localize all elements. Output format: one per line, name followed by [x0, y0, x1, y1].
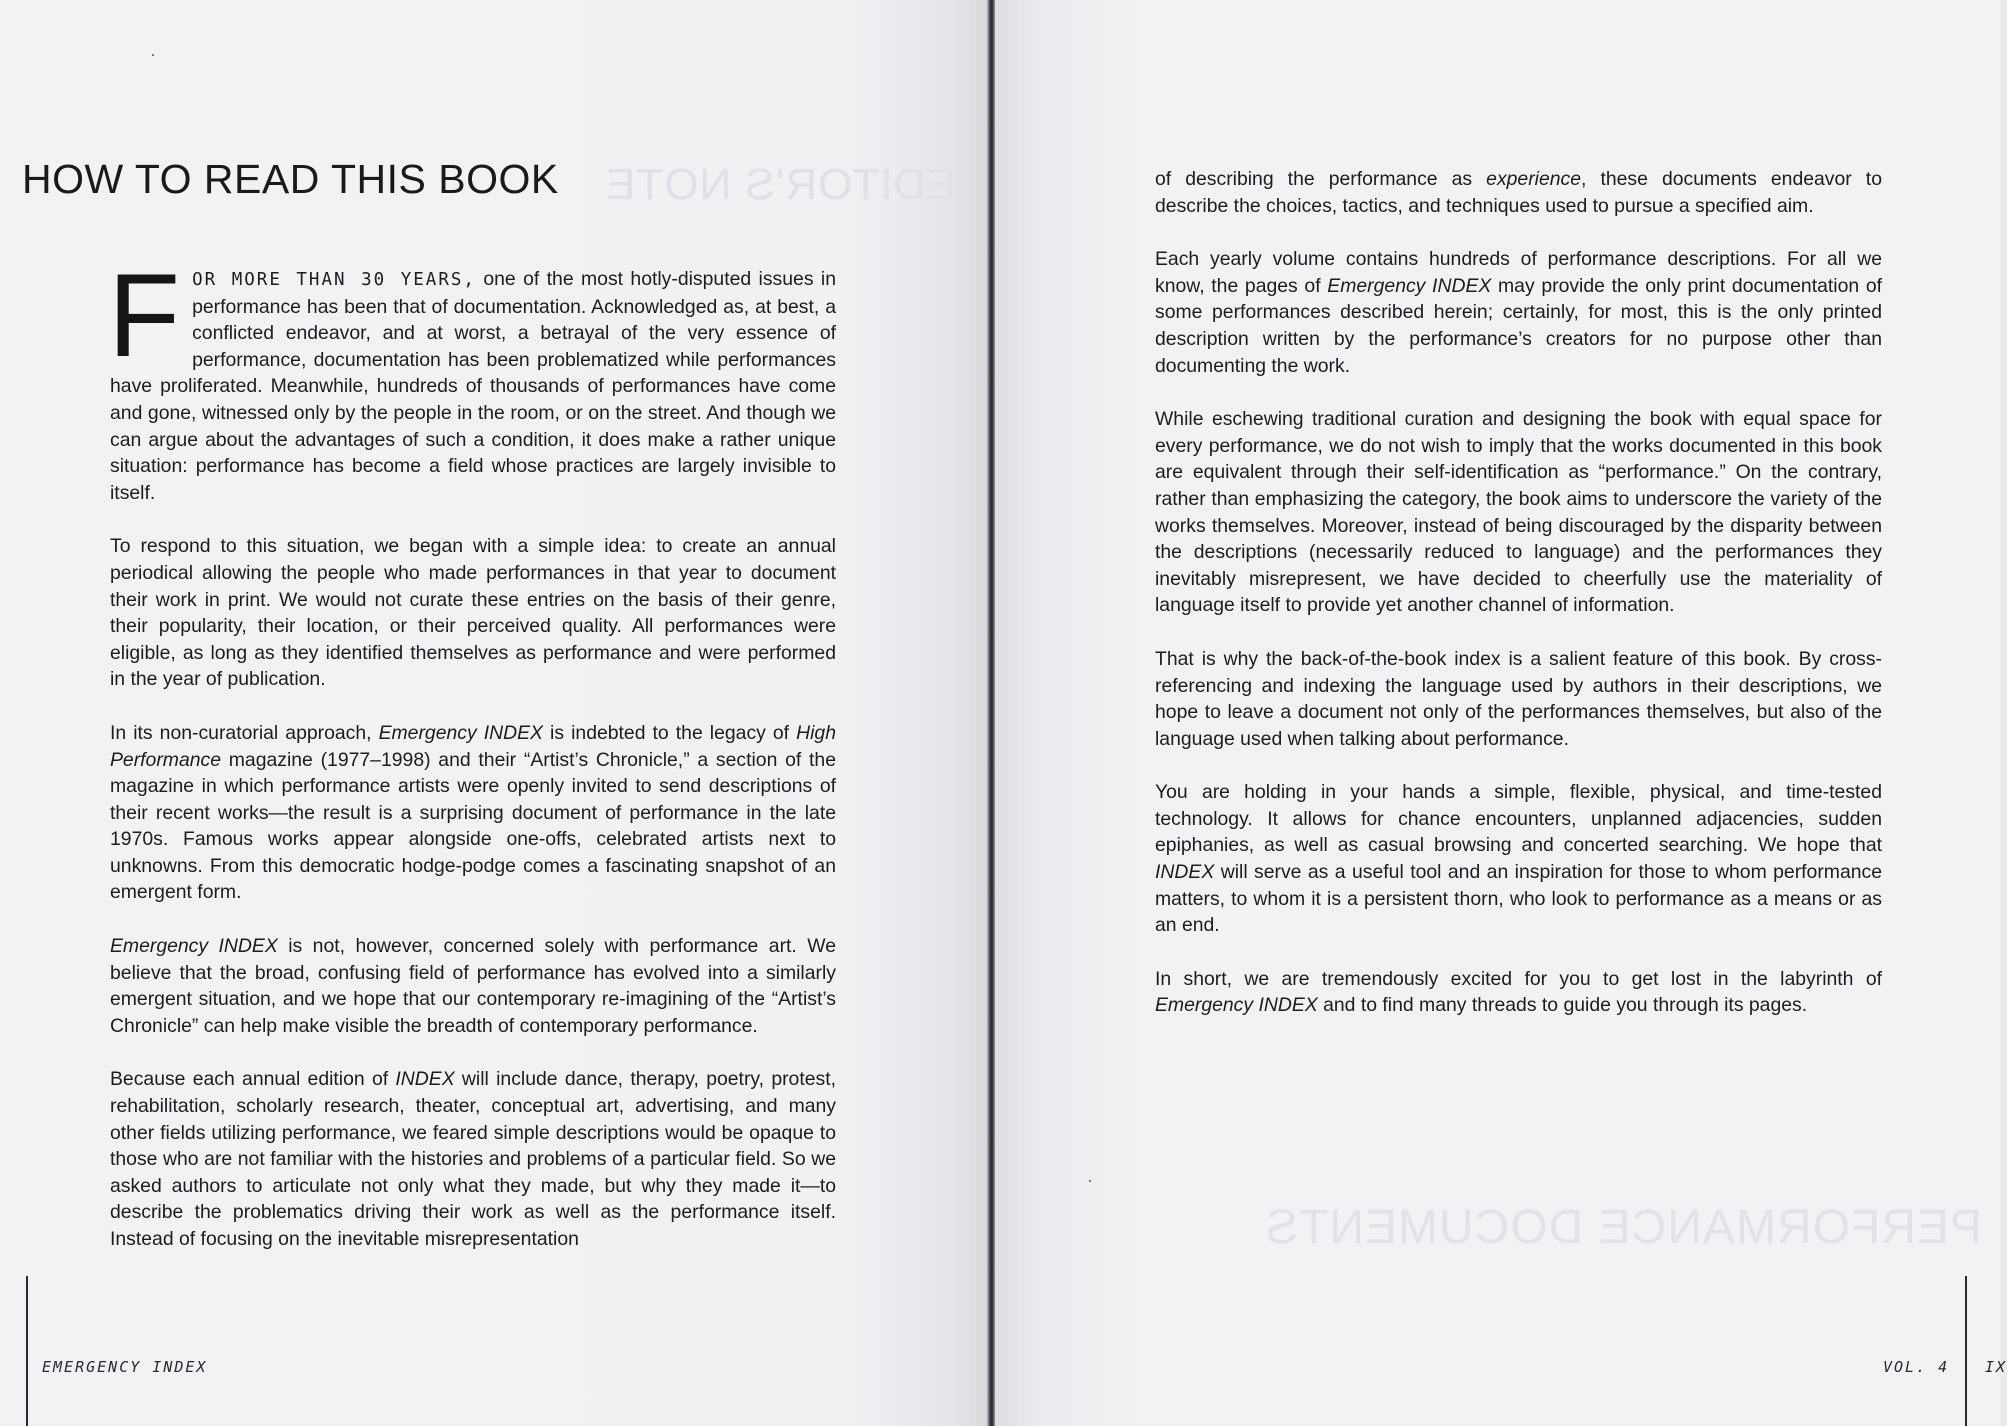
left-page: [0, 0, 990, 1426]
page-title: HOW TO READ THIS BOOK: [22, 156, 559, 202]
paragraph: That is why the back-of-the-book index is a salient feature of this book. By cross-referencing and indexing the language used by authors in their descriptions, we hope to leave a document not only of the performances themselves, but also of the language used when talking about performance.: [1155, 647, 1882, 750]
page-number: IX: [1985, 1358, 2007, 1376]
text-run: will serve as a useful tool and an inspiration for those to whom performance matters, to whom it is a persistent thorn, who look to performance as a means or as an end.: [1155, 861, 1882, 937]
footer-rule: [26, 1276, 28, 1426]
drop-cap: F: [108, 250, 181, 382]
italic-title: Emergency INDEX: [1155, 994, 1318, 1017]
paragraph: While eschewing traditional curation and designing the book with equal space for every performance, we do not wish to imply that the works documented in this book are equivalent through their self-identification as “performance.” On the contrary, rather than emphasizing the category, the book aims to underscore the variety of the works themselves. Moreover, instead of being discouraged by the disparity between the descriptions (necessarily reduced to language) and the performances they inevitably misrepresent, we have decided to cheerfully use the materiality of language itself to provide yet another channel of information.: [1155, 408, 1882, 617]
text-run: of describing the performance as: [1155, 168, 1487, 190]
italic-title: Emergency INDEX: [110, 935, 278, 958]
text-run: is indebted to the legacy of: [542, 721, 797, 744]
right-text-column: [1155, 166, 1882, 1046]
paper-speck: [1089, 1180, 1091, 1182]
text-run: magazine (1977–1998) and their “Artist’s Chronicle,” a section of the magazine in which performance artists were openly invited to send descriptions of their recent works—the result is a surprising document of performance in the late 1970s. Famous works appear alongside one-offs, celebrated artists next to unknowns. From this democratic hodge-podge comes a fascinating snapshot of an emergent form.: [110, 748, 836, 904]
text-run: and to find many threads to guide you through its pages.: [1317, 994, 1808, 1017]
text-run: Each yearly volume contains hundreds of performance descriptions. For all we know, the pages of: [1155, 248, 1882, 297]
text-run: You are holding in your hands a simple, flexible, physical, and time-tested technology. It allows for chance encounters, unplanned adjacencies, sudden epiphanies, as well as casual browsing and concerted searching. We hope that: [1155, 781, 1882, 857]
paragraph: [1155, 246, 1882, 379]
text-run: Because each annual edition of: [110, 1068, 396, 1091]
text-run: will include dance, therapy, poetry, protest, rehabilitation, scholarly research, theater, conceptual art, advertising, and many other fields utilizing performance, we feared simple descriptions would be opaque to those who are not familiar with the histories and problems of a particular field. So we asked authors to articulate not only what they made, but why they made it—to describe the problematics driving their work as well as the performance itself. Instead of focusing on the inevitable misrepresentation: [110, 1068, 836, 1250]
left-text-column: [108, 250, 837, 1280]
italic-title: Emergency INDEX: [378, 721, 543, 744]
show-through-text: PERFORMANCE DOCUMENTS: [1265, 1201, 1983, 1254]
paper-speck: [152, 54, 154, 56]
running-footer: EMERGENCY INDEX: [42, 1358, 208, 1376]
italic-title: Emergency INDEX: [1327, 274, 1492, 297]
text-run: In its non-curatorial approach,: [110, 721, 379, 744]
footer-rule: [1965, 1276, 1967, 1426]
show-through-text: EDITOR'S NOTE: [605, 160, 956, 209]
paragraph-text: one of the most hotly-disputed issues in performance has been that of documentation. Acknowledged as, at best, a conflicted endeavor, and at worst, a betrayal of the very essence of performance, documentation has been problematized while performances have proliferated. Meanwhile, hundreds of thousands of performances have come and gone, witnessed only by the people in the room, or on the street. And though we can argue about the advantages of such a condition, it does make a rather unique situation: performance has become a field whose practices are largely invisible to itself.: [110, 268, 836, 504]
lead-in-smallcaps: OR MORE THAN 30 YEARS,: [192, 270, 476, 290]
paragraph: [1155, 166, 1882, 219]
italic-title: INDEX: [1155, 861, 1215, 884]
text-run: In short, we are tremendously excited for you to get lost in the labyrinth of: [1155, 967, 1882, 990]
italic-word: experience: [1486, 168, 1582, 190]
paragraph: [108, 250, 836, 506]
paragraph: [110, 1066, 836, 1252]
paragraph: To respond to this situation, we began with a simple idea: to create an annual periodical allowing the people who made performances in that year to document their work in print. We would not curate these entries on the basis of their genre, their popularity, their location, or their perceived quality. All performances were eligible, as long as they identified themselves as performance and were performed in the year of publication.: [110, 535, 836, 691]
italic-title: INDEX: [395, 1068, 455, 1091]
text-run: , these documents endeavor to describe the choices, tactics, and techniques used to pursue a specified aim.: [1155, 168, 1882, 217]
paragraph: [1155, 779, 1882, 939]
text-run: is not, however, concerned solely with performance art. We believe that the broad, confusing field of performance has evolved into a similarly emergent situation, and we hope that our contemporary re-imagining of the “Artist’s Chronicle” can help make visible the breadth of contemporary performance.: [110, 935, 836, 1037]
text-run: may provide the only print documentation of some performances described herein; certainly, for most, this is the only printed description written by the performance’s creators for no purpose other than documenting the work.: [1155, 274, 1882, 377]
paragraph: [110, 720, 836, 906]
volume-label: VOL. 4: [1883, 1358, 1950, 1376]
italic-title: High Performance: [110, 721, 837, 771]
paragraph: [110, 933, 836, 1039]
paragraph: [1155, 966, 1882, 1019]
